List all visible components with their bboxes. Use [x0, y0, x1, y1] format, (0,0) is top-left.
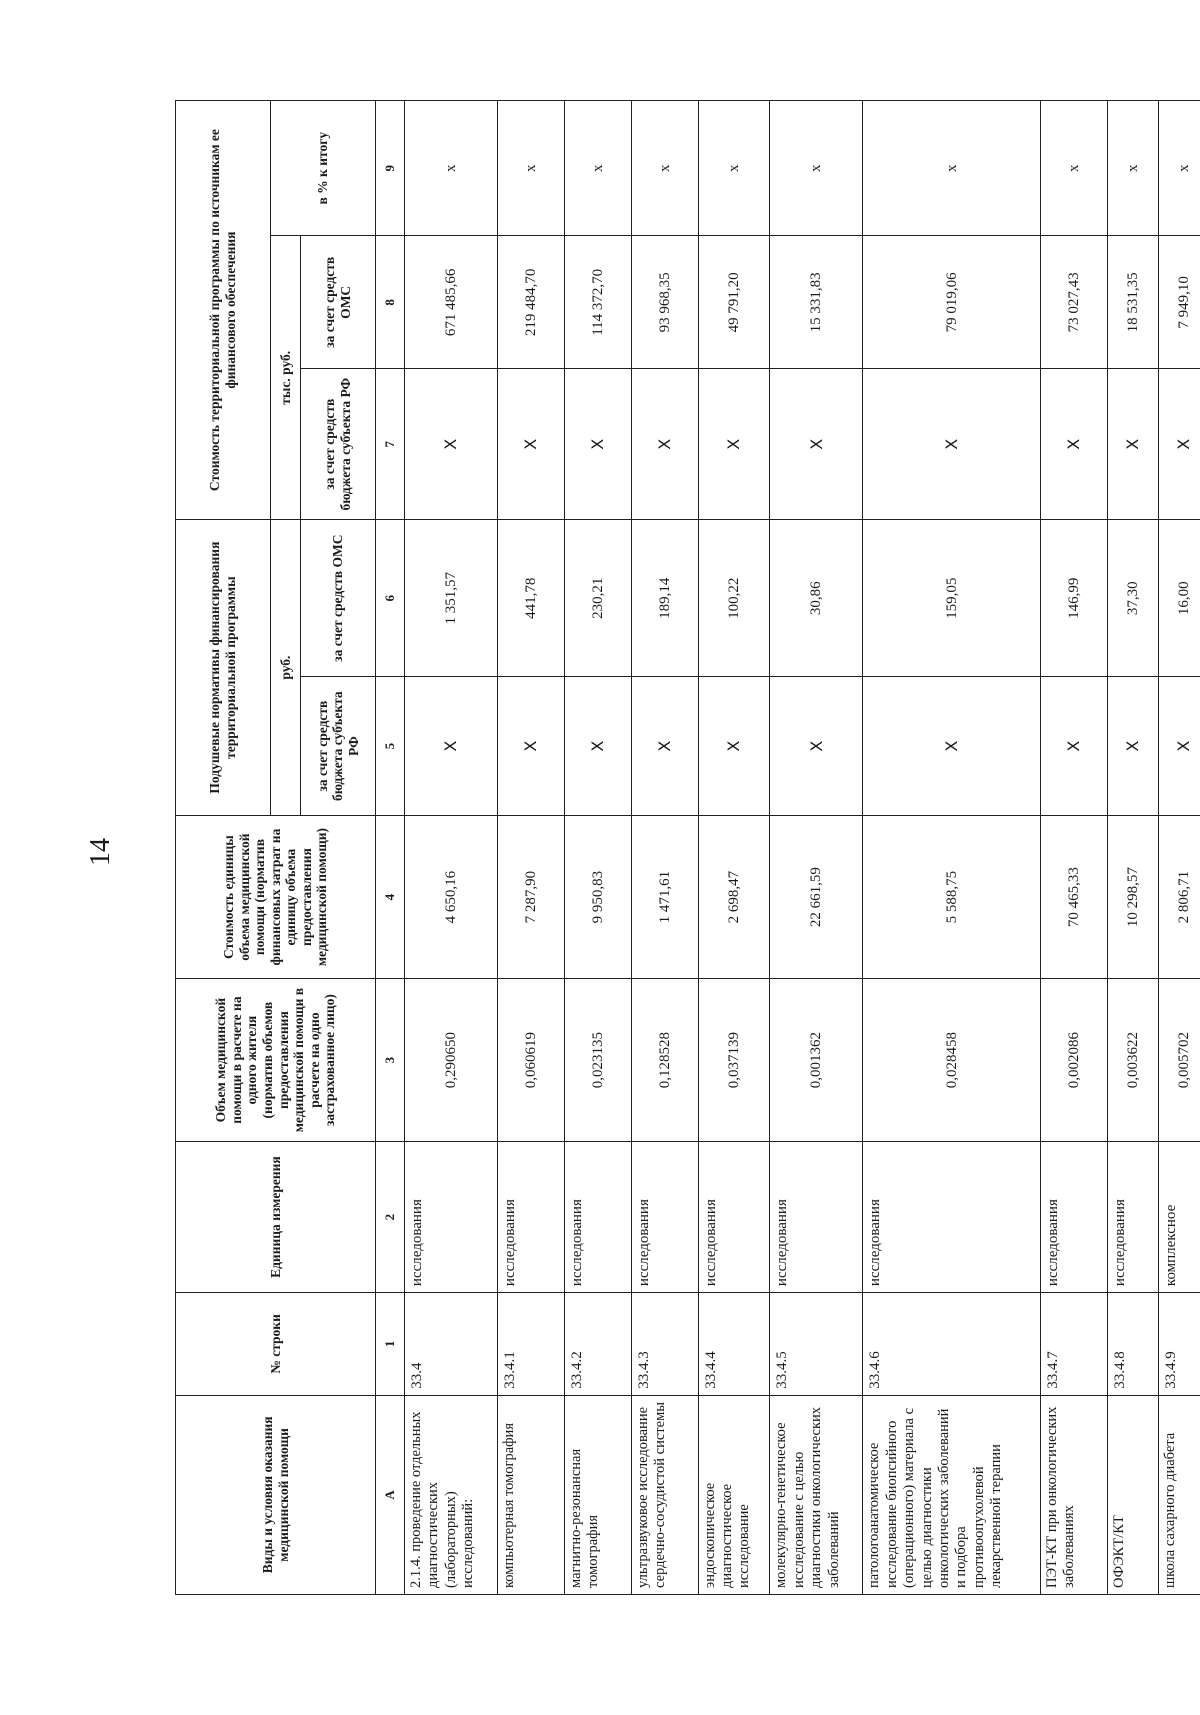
- row-cost-oms: 73 027,43: [1040, 235, 1107, 368]
- header-cost-budget: за счет средств бюджета субъекта РФ: [300, 368, 375, 519]
- row-norm-oms: 441,78: [497, 519, 564, 676]
- row-cost-budget: Х: [862, 368, 1040, 519]
- row-volume: 0,037139: [698, 978, 770, 1141]
- table-row: [1040, 100, 1107, 1594]
- row-norm-budget: Х: [862, 676, 1040, 815]
- row-volume: 0,002086: [1040, 978, 1107, 1141]
- row-cost-oms: 671 485,66: [404, 235, 497, 368]
- row-norm-budget: Х: [497, 676, 564, 815]
- row-volume: 0,028458: [862, 978, 1040, 1141]
- row-norm-oms: 146,99: [1040, 519, 1107, 676]
- table-row: [1158, 100, 1200, 1594]
- row-volume: 0,023135: [564, 978, 631, 1141]
- row-name: компьютерная томография: [497, 1395, 564, 1594]
- row-cost-oms: 219 484,70: [497, 235, 564, 368]
- row-name: ПЭТ-КТ при онкологических заболеваниях: [1040, 1395, 1107, 1594]
- row-unit: исследования: [404, 1141, 497, 1292]
- row-name: молекулярно-генетическое исследование с целью диагностики онкологических заболеваний: [769, 1395, 862, 1594]
- row-volume: 0,060619: [497, 978, 564, 1141]
- rotated-table-container: [175, 100, 1200, 1595]
- row-percent: х: [404, 100, 497, 235]
- row-norm-oms: 230,21: [564, 519, 631, 676]
- header-percent: в % к итогу: [270, 100, 375, 235]
- row-cost-oms: 79 019,06: [862, 235, 1040, 368]
- row-code: 33.4.3: [631, 1292, 698, 1395]
- row-unit-cost: 5 588,75: [862, 815, 1040, 978]
- row-percent: х: [769, 100, 862, 235]
- row-code: 33.4.8: [1107, 1292, 1158, 1395]
- row-cost-budget: Х: [1107, 368, 1158, 519]
- header-cost-oms: за счет средств ОМС: [300, 235, 375, 368]
- table-row: [564, 100, 631, 1594]
- row-norm-oms: 159,05: [862, 519, 1040, 676]
- row-norm-budget: Х: [1107, 676, 1158, 815]
- row-cost-budget: Х: [564, 368, 631, 519]
- header-norm-oms: за счет средств ОМС: [300, 519, 375, 676]
- row-norm-oms: 30,86: [769, 519, 862, 676]
- row-code: 33.4.5: [769, 1292, 862, 1395]
- row-norm-oms: 16,00: [1158, 519, 1200, 676]
- row-unit: исследования: [1040, 1141, 1107, 1292]
- col-num-a: А: [375, 1395, 404, 1594]
- row-cost-budget: Х: [698, 368, 770, 519]
- row-unit: исследования: [497, 1141, 564, 1292]
- row-name: 2.1.4. проведение отдельных диагностических (лабораторных) исследований:: [404, 1395, 497, 1594]
- row-volume: 0,005702: [1158, 978, 1200, 1141]
- row-volume: 0,003622: [1107, 978, 1158, 1141]
- row-volume: 0,001362: [769, 978, 862, 1141]
- row-unit: исследования: [564, 1141, 631, 1292]
- row-code: 33.4.6: [862, 1292, 1040, 1395]
- row-unit: исследования: [769, 1141, 862, 1292]
- row-percent: х: [1107, 100, 1158, 235]
- row-cost-budget: Х: [1040, 368, 1107, 519]
- col-num-8: 8: [375, 235, 404, 368]
- row-percent: х: [698, 100, 770, 235]
- table-row: [1107, 100, 1158, 1594]
- table-row: [404, 100, 497, 1594]
- col-num-2: 2: [375, 1141, 404, 1292]
- header-row-number: № строки: [175, 1292, 375, 1395]
- row-name: магнитно-резонансная томография: [564, 1395, 631, 1594]
- header-unit-cost: Стоимость единицы объема медицинской помощи (норматив финансовых затрат на единицу объема предоставления медицинской помощи): [175, 815, 375, 978]
- row-cost-oms: 7 949,10: [1158, 235, 1200, 368]
- row-name: ОФЭКТ/КТ: [1107, 1395, 1158, 1594]
- table-row: [769, 100, 862, 1594]
- table-row: [631, 100, 698, 1594]
- row-percent: х: [1158, 100, 1200, 235]
- row-volume: 0,128528: [631, 978, 698, 1141]
- row-unit: исследования: [862, 1141, 1040, 1292]
- financing-table: [175, 100, 1200, 1595]
- table-row: [698, 100, 770, 1594]
- col-num-5: 5: [375, 676, 404, 815]
- row-norm-budget: Х: [631, 676, 698, 815]
- row-cost-budget: Х: [769, 368, 862, 519]
- header-cost-unit: тыс. руб.: [270, 235, 300, 519]
- row-code: 33.4.7: [1040, 1292, 1107, 1395]
- row-percent: х: [862, 100, 1040, 235]
- row-name: ультразвуковое исследование сердечно-сосудистой системы: [631, 1395, 698, 1594]
- row-norm-oms: 37,30: [1107, 519, 1158, 676]
- col-num-9: 9: [375, 100, 404, 235]
- table-row: [497, 100, 564, 1594]
- header-norm-budget: за счет средств бюджета субъекта РФ: [300, 676, 375, 815]
- row-unit: исследования: [631, 1141, 698, 1292]
- row-unit: комплексное: [1158, 1141, 1200, 1292]
- row-norm-oms: 1 351,57: [404, 519, 497, 676]
- row-unit-cost: 70 465,33: [1040, 815, 1107, 978]
- row-norm-budget: Х: [698, 676, 770, 815]
- row-code: 33.4.4: [698, 1292, 770, 1395]
- page-number: 14: [85, 838, 116, 866]
- row-cost-budget: Х: [497, 368, 564, 519]
- header-volume: Объем медицинской помощи в расчете на одного жителя (норматив объемов предоставления медицинской помощи в расчете на одно застрахованное лицо): [175, 978, 375, 1141]
- row-unit: исследования: [1107, 1141, 1158, 1292]
- row-name: патологоанатомическое исследование биопсийного (операционного) материала с целью диагностики онкологических заболеваний и подбора противоопухолевой лекарственной терапии: [862, 1395, 1040, 1594]
- row-percent: х: [1040, 100, 1107, 235]
- row-unit-cost: 7 287,90: [497, 815, 564, 978]
- col-num-3: 3: [375, 978, 404, 1141]
- table-row: [862, 100, 1040, 1594]
- header-per-capita-norms: Подушевые нормативы финансирования территориальной программы: [175, 519, 270, 815]
- row-norm-budget: Х: [769, 676, 862, 815]
- row-unit-cost: 1 471,61: [631, 815, 698, 978]
- row-norm-oms: 100,22: [698, 519, 770, 676]
- header-program-cost: Стоимость территориальной программы по источникам ее финансового обеспечения: [175, 100, 270, 519]
- row-percent: х: [564, 100, 631, 235]
- col-num-4: 4: [375, 815, 404, 978]
- row-unit-cost: 2 806,71: [1158, 815, 1200, 978]
- row-name: эндоскопическое диагностическое исследование: [698, 1395, 770, 1594]
- row-unit-cost: 9 950,83: [564, 815, 631, 978]
- row-norm-budget: Х: [564, 676, 631, 815]
- row-unit-cost: 10 298,57: [1107, 815, 1158, 978]
- row-unit-cost: 22 661,59: [769, 815, 862, 978]
- row-norm-budget: Х: [404, 676, 497, 815]
- row-unit: исследования: [698, 1141, 770, 1292]
- row-cost-oms: 114 372,70: [564, 235, 631, 368]
- row-cost-budget: Х: [404, 368, 497, 519]
- row-norm-budget: Х: [1158, 676, 1200, 815]
- col-num-6: 6: [375, 519, 404, 676]
- row-volume: 0,290650: [404, 978, 497, 1141]
- row-cost-oms: 93 968,35: [631, 235, 698, 368]
- row-cost-oms: 15 331,83: [769, 235, 862, 368]
- row-percent: х: [497, 100, 564, 235]
- row-cost-budget: Х: [631, 368, 698, 519]
- col-num-7: 7: [375, 368, 404, 519]
- header-types: Виды и условия оказания медицинской помощи: [175, 1395, 375, 1594]
- row-code: 33.4.9: [1158, 1292, 1200, 1395]
- row-norm-oms: 189,14: [631, 519, 698, 676]
- row-unit-cost: 4 650,16: [404, 815, 497, 978]
- row-norm-budget: Х: [1040, 676, 1107, 815]
- header-unit: Единица измерения: [175, 1141, 375, 1292]
- header-norms-unit: руб.: [270, 519, 300, 815]
- row-code: 33.4.2: [564, 1292, 631, 1395]
- col-num-1: 1: [375, 1292, 404, 1395]
- row-cost-oms: 49 791,20: [698, 235, 770, 368]
- row-cost-oms: 18 531,35: [1107, 235, 1158, 368]
- row-code: 33.4: [404, 1292, 497, 1395]
- row-unit-cost: 2 698,47: [698, 815, 770, 978]
- row-cost-budget: Х: [1158, 368, 1200, 519]
- row-code: 33.4.1: [497, 1292, 564, 1395]
- row-name: школа сахарного диабета: [1158, 1395, 1200, 1594]
- row-percent: х: [631, 100, 698, 235]
